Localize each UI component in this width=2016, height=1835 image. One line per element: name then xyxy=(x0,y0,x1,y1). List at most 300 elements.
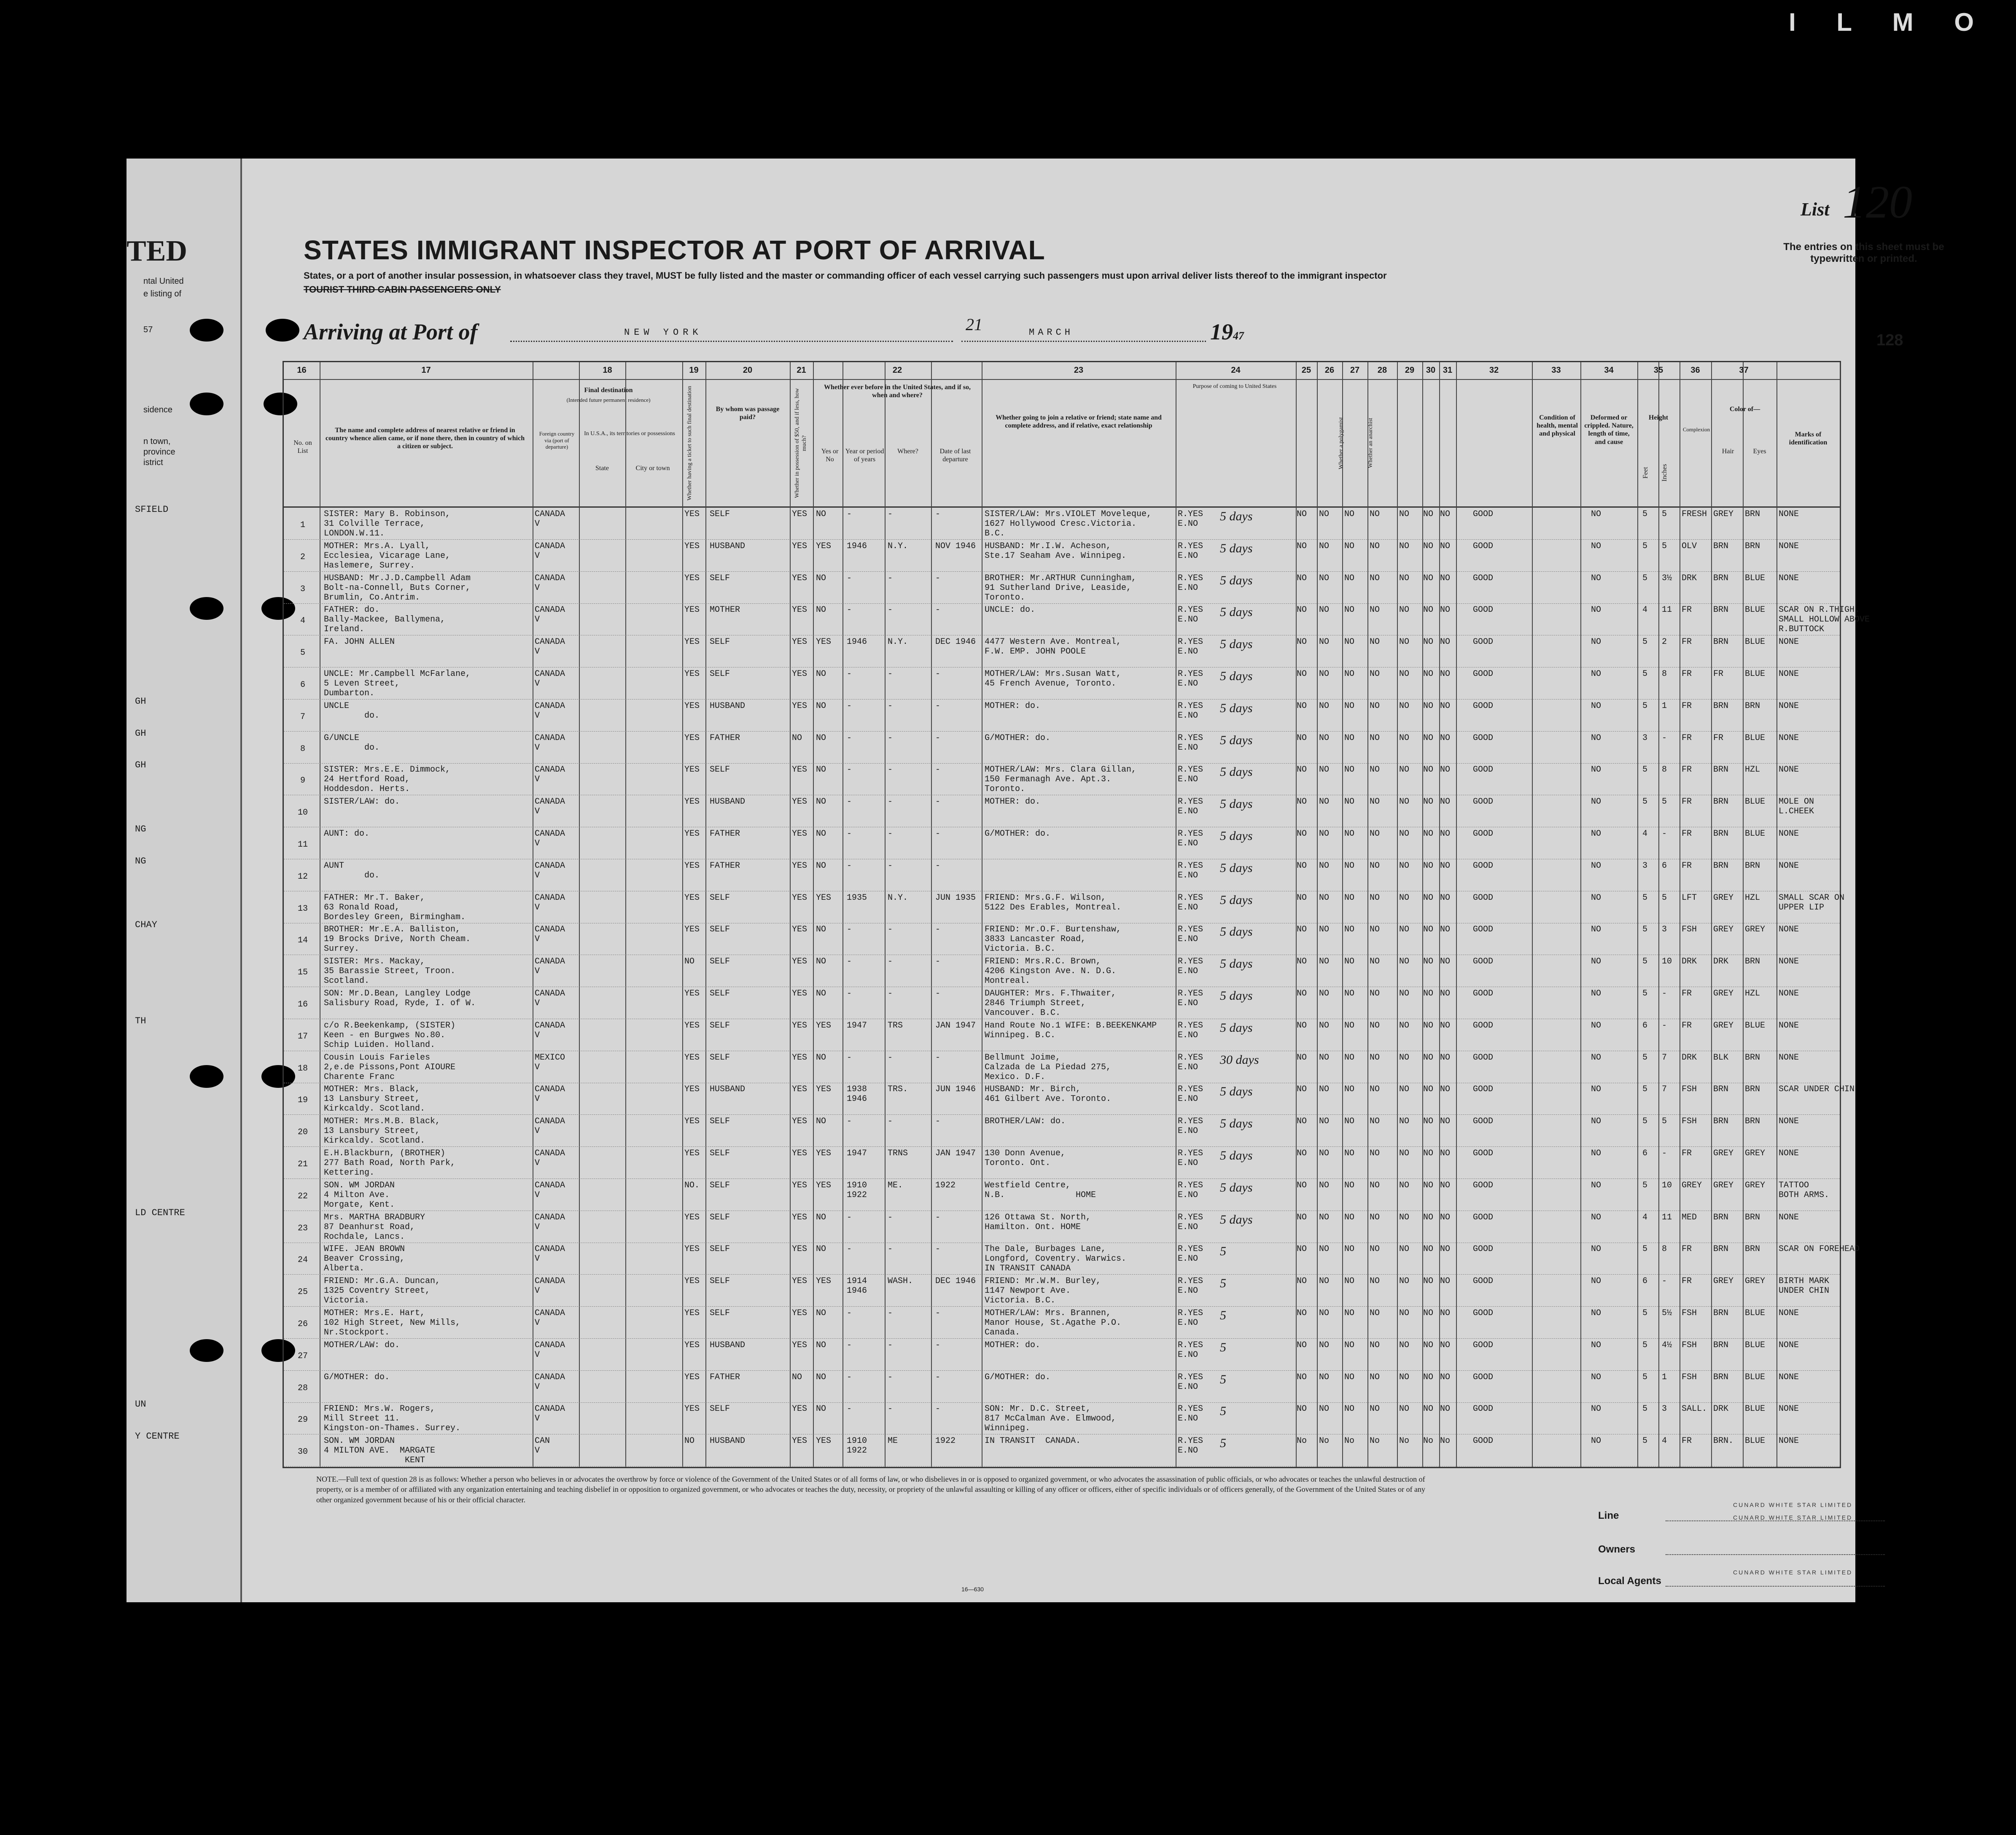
cell-condition: GOOD xyxy=(1473,1276,1494,1286)
cell-money: YES xyxy=(792,1340,807,1350)
cell-years: - xyxy=(847,1212,852,1222)
cell-q25: NO xyxy=(1297,797,1307,807)
cell-q29: NO xyxy=(1399,733,1410,743)
cell-where: - xyxy=(888,605,893,615)
cell-foreign-country: CANADA V xyxy=(535,925,565,944)
cell-joining-relative: MOTHER: do. xyxy=(985,701,1041,711)
cell-purpose: R.YES E.NO xyxy=(1178,1372,1203,1392)
cell-money: YES xyxy=(792,701,807,711)
strip-row-mark: CHAY xyxy=(135,920,157,931)
cell-condition: GOOD xyxy=(1473,765,1494,775)
cell-length-of-stay: 5 xyxy=(1220,1372,1226,1386)
cell-height-inches: - xyxy=(1662,733,1667,743)
cell-complexion: GREY xyxy=(1682,1180,1702,1190)
cell-years: - xyxy=(847,1244,852,1254)
cell-last-departure: - xyxy=(935,1340,941,1350)
cell-height-inches: 1 xyxy=(1662,701,1667,711)
cell-ever-in-us: YES xyxy=(816,1436,832,1446)
list-number: 120 xyxy=(1843,176,1912,228)
cell-hair-color: DRK xyxy=(1713,1404,1729,1414)
cell-row-number: 27 xyxy=(297,1351,308,1361)
cell-money: YES xyxy=(792,509,807,519)
cell-row-number: 15 xyxy=(297,968,308,978)
dotted-line xyxy=(961,341,1206,342)
cell-q25: NO xyxy=(1297,1149,1307,1158)
cell-where: - xyxy=(888,1052,893,1063)
cell-q30: NO xyxy=(1423,893,1434,903)
cell-q25: NO xyxy=(1297,701,1307,711)
cell-complexion: FR xyxy=(1682,733,1692,743)
cell-eye-color: BLUE xyxy=(1745,605,1766,615)
cell-years: - xyxy=(847,669,852,679)
cell-passage-paid: SELF xyxy=(710,765,730,775)
cell-last-departure: - xyxy=(935,1308,941,1318)
cell-complexion: FSH xyxy=(1682,1308,1697,1318)
cell-last-departure: - xyxy=(935,1212,941,1222)
cell-passage-paid: SELF xyxy=(710,509,730,519)
cell-q31: NO xyxy=(1440,1404,1451,1414)
cell-length-of-stay: 5 days xyxy=(1220,573,1253,587)
cell-length-of-stay: 5 xyxy=(1220,1276,1226,1291)
cell-height-feet: 5 xyxy=(1642,637,1648,647)
manifest-main xyxy=(249,159,1944,1602)
cell-ever-in-us: NO xyxy=(816,989,826,998)
cell-q28: NO xyxy=(1370,1372,1380,1382)
strip-residence-head: n town, xyxy=(143,437,171,446)
cell-last-departure: JAN 1947 xyxy=(935,1149,976,1158)
cell-last-departure: JUN 1935 xyxy=(935,893,976,903)
cell-last-departure: 1922 xyxy=(935,1436,956,1446)
cell-where: ME xyxy=(888,1436,898,1446)
punch-hole xyxy=(190,1065,223,1088)
cell-foreign-country: CANADA V xyxy=(535,797,565,817)
cell-q28: NO xyxy=(1370,1276,1380,1286)
cell-eye-color: BLUE xyxy=(1745,637,1766,647)
cell-identification-marks: NONE xyxy=(1779,1308,1799,1318)
table-row xyxy=(284,508,1840,540)
cell-identification-marks: NONE xyxy=(1779,1149,1799,1158)
cell-passage-paid: SELF xyxy=(710,1404,730,1414)
cell-q30: NO xyxy=(1423,1372,1434,1382)
cell-where: TRS. xyxy=(888,1084,908,1095)
cell-q25: NO xyxy=(1297,957,1307,967)
cell-q31: NO xyxy=(1440,1149,1451,1158)
cell-last-departure: - xyxy=(935,765,941,775)
cell-deformed: NO xyxy=(1591,1020,1601,1031)
cell-q26: NO xyxy=(1319,797,1330,807)
cell-deformed: NO xyxy=(1591,765,1601,775)
cell-q30: NO xyxy=(1423,1404,1434,1414)
cell-length-of-stay: 5 days xyxy=(1220,765,1253,779)
cell-q30: NO xyxy=(1423,509,1434,519)
header-nearest-relative: The name and complete address of nearest relative or friend in country whence alien came, or if none there, then in country of which a citizen or subject. xyxy=(325,427,525,450)
cell-complexion: FR xyxy=(1682,1149,1692,1158)
cell-ever-in-us: NO xyxy=(816,669,826,679)
cell-ever-in-us: NO xyxy=(816,1212,826,1222)
cell-condition: GOOD xyxy=(1473,509,1494,519)
cell-q26: NO xyxy=(1319,637,1330,647)
table-row xyxy=(284,732,1840,764)
cell-q25: NO xyxy=(1297,1244,1307,1254)
cell-money: YES xyxy=(792,1149,807,1158)
cell-q31: NO xyxy=(1440,573,1451,583)
cell-identification-marks: NONE xyxy=(1779,1052,1799,1063)
cell-q30: NO xyxy=(1423,1149,1434,1158)
cell-hair-color: GREY xyxy=(1713,1149,1734,1158)
cell-row-number: 24 xyxy=(297,1255,308,1265)
cell-ticket: YES xyxy=(684,829,700,839)
column-number: 28 xyxy=(1377,366,1387,375)
cell-foreign-country: CANADA V xyxy=(535,541,565,561)
cell-relative-address: MOTHER: Mrs.E. Hart, 102 High Street, New Mills, Nr.Stockport. xyxy=(324,1308,461,1337)
cell-q28: NO xyxy=(1370,1212,1380,1222)
cell-relative-address: FRIEND: Mrs.W. Rogers, Mill Street 11. Kingston-on-Thames. Surrey. xyxy=(324,1404,461,1434)
cell-ticket: YES xyxy=(684,765,700,775)
cell-relative-address: AUNT: do. xyxy=(324,829,370,839)
cell-identification-marks: NONE xyxy=(1779,573,1799,583)
cell-deformed: NO xyxy=(1591,541,1601,551)
strip-row-mark: UN xyxy=(135,1399,146,1410)
cell-q28: NO xyxy=(1370,861,1380,871)
cell-q28: NO xyxy=(1370,1149,1380,1158)
cell-complexion: LFT xyxy=(1682,893,1697,903)
cell-relative-address: MOTHER: Mrs.M.B. Black, 13 Lansbury Street, Kirkcaldy. Scotland. xyxy=(324,1117,441,1146)
cell-foreign-country: CANADA V xyxy=(535,765,565,785)
cell-height-inches: 8 xyxy=(1662,669,1667,679)
cell-money: YES xyxy=(792,1084,807,1095)
cell-passage-paid: HUSBAND xyxy=(710,1436,746,1446)
cell-money: YES xyxy=(792,1276,807,1286)
cell-deformed: NO xyxy=(1591,925,1601,935)
cell-q31: NO xyxy=(1440,1117,1451,1127)
column-number: 25 xyxy=(1301,366,1311,375)
cell-joining-relative: BROTHER: Mr.ARTHUR Cunningham, 91 Sutherland Drive, Leaside, Toronto. xyxy=(985,573,1137,603)
cell-q25: No xyxy=(1297,1436,1307,1446)
cell-row-number: 1 xyxy=(300,520,305,530)
cell-last-departure: - xyxy=(935,989,941,998)
cell-joining-relative: MOTHER: do. xyxy=(985,1340,1041,1350)
cell-height-feet: 5 xyxy=(1642,1084,1648,1095)
cell-length-of-stay: 5 days xyxy=(1220,669,1253,683)
punch-hole xyxy=(190,1339,223,1362)
cell-q25: NO xyxy=(1297,541,1307,551)
cell-ever-in-us: NO xyxy=(816,797,826,807)
cell-length-of-stay: 5 days xyxy=(1220,797,1253,811)
cell-ever-in-us: YES xyxy=(816,1020,832,1031)
cell-passage-paid: SELF xyxy=(710,925,730,935)
cell-length-of-stay: 5 days xyxy=(1220,541,1253,555)
cell-deformed: NO xyxy=(1591,989,1601,998)
cell-q30: NO xyxy=(1423,669,1434,679)
cell-relative-address: FRIEND: Mr.G.A. Duncan, 1325 Coventry Street, Victoria. xyxy=(324,1276,441,1306)
cell-years: 1946 xyxy=(847,541,867,551)
cell-q25: NO xyxy=(1297,1404,1307,1414)
film-corner-mark: I L M O xyxy=(1789,8,1991,36)
cell-money: YES xyxy=(792,1308,807,1318)
cell-identification-marks: NONE xyxy=(1779,669,1799,679)
cell-purpose: R.YES E.NO xyxy=(1178,925,1203,944)
cell-row-number: 14 xyxy=(297,936,308,946)
cell-q27: NO xyxy=(1344,1117,1355,1127)
cell-eye-color: BRN xyxy=(1745,509,1760,519)
cell-q30: NO xyxy=(1423,541,1434,551)
cell-q29: NO xyxy=(1399,605,1410,615)
cell-q30: NO xyxy=(1423,1052,1434,1063)
cell-hair-color: BRN xyxy=(1713,573,1729,583)
cell-ticket: YES xyxy=(684,733,700,743)
cell-deformed: NO xyxy=(1591,701,1601,711)
cell-q25: NO xyxy=(1297,1084,1307,1095)
cell-condition: GOOD xyxy=(1473,1404,1494,1414)
page-number: 128 xyxy=(1876,331,1903,349)
cell-hair-color: GREY xyxy=(1713,1180,1734,1190)
cell-where: - xyxy=(888,509,893,519)
cell-years: - xyxy=(847,701,852,711)
cell-complexion: FSH xyxy=(1682,1084,1697,1095)
table-row xyxy=(284,923,1840,955)
strip-line: e listing of xyxy=(143,289,182,299)
cell-deformed: NO xyxy=(1591,669,1601,679)
cell-length-of-stay: 5 days xyxy=(1220,1117,1253,1131)
cell-height-inches: 5 xyxy=(1662,893,1667,903)
cell-height-feet: 5 xyxy=(1642,797,1648,807)
cell-q28: NO xyxy=(1370,765,1380,775)
cell-eye-color: BLUE xyxy=(1745,733,1766,743)
cell-length-of-stay: 5 days xyxy=(1220,637,1253,651)
cell-q27: NO xyxy=(1344,829,1355,839)
cell-condition: GOOD xyxy=(1473,1340,1494,1350)
header-joining: Whether going to join a relative or friend; state name and complete address, and if relative, exact relationship xyxy=(996,414,1162,430)
cell-passage-paid: HUSBAND xyxy=(710,797,746,807)
agents-label: Local Agents xyxy=(1598,1575,1661,1587)
cell-q27: NO xyxy=(1344,541,1355,551)
cell-identification-marks: NONE xyxy=(1779,541,1799,551)
cell-q26: NO xyxy=(1319,957,1330,967)
cell-length-of-stay: 5 days xyxy=(1220,1149,1253,1162)
cell-passage-paid: FATHER xyxy=(710,733,740,743)
cell-where: - xyxy=(888,573,893,583)
cell-q31: NO xyxy=(1440,829,1451,839)
cell-where: WASH. xyxy=(888,1276,913,1286)
cell-complexion: DRK xyxy=(1682,1052,1697,1063)
cell-q25: NO xyxy=(1297,765,1307,775)
punch-hole xyxy=(190,319,223,342)
cell-q30: NO xyxy=(1423,765,1434,775)
cell-condition: GOOD xyxy=(1473,605,1494,615)
cell-joining-relative: Westfield Centre, N.B. HOME xyxy=(985,1180,1096,1200)
cell-height-feet: 5 xyxy=(1642,1180,1648,1190)
cell-passage-paid: FATHER xyxy=(710,829,740,839)
cell-deformed: NO xyxy=(1591,573,1601,583)
cell-relative-address: SISTER: Mrs.E.E. Dimmock, 24 Hertford Road, Hoddesdon. Herts. xyxy=(324,765,451,794)
table-row xyxy=(284,827,1840,859)
cell-q26: NO xyxy=(1319,1404,1330,1414)
agents-stamp: CUNARD WHITE STAR LIMITED xyxy=(1733,1569,1853,1576)
cell-where: - xyxy=(888,861,893,871)
table-row xyxy=(284,891,1845,923)
cell-purpose: R.YES E.NO xyxy=(1178,989,1203,1008)
cell-complexion: SALL. xyxy=(1682,1404,1707,1414)
cell-joining-relative: BROTHER/LAW: do. xyxy=(985,1117,1066,1127)
cell-deformed: NO xyxy=(1591,797,1601,807)
cell-identification-marks: NONE xyxy=(1779,637,1799,647)
arrival-year: 1947 xyxy=(1210,319,1244,344)
cell-condition: GOOD xyxy=(1473,1372,1494,1382)
cell-q30: NO xyxy=(1423,1244,1434,1254)
cell-q26: NO xyxy=(1319,893,1330,903)
cell-hair-color: FR xyxy=(1713,733,1724,743)
cell-q28: NO xyxy=(1370,733,1380,743)
cell-q28: NO xyxy=(1370,1308,1380,1318)
cell-identification-marks: NONE xyxy=(1779,1340,1799,1350)
cell-joining-relative: FRIEND: Mr.O.F. Burtenshaw, 3833 Lancaster Road, Victoria. B.C. xyxy=(985,925,1122,954)
cell-purpose: R.YES E.NO xyxy=(1178,669,1203,689)
cell-q26: NO xyxy=(1319,829,1330,839)
cell-foreign-country: CANADA V xyxy=(535,605,565,625)
cell-foreign-country: CANADA V xyxy=(535,1372,565,1392)
cell-foreign-country: CANADA V xyxy=(535,1084,565,1104)
cell-years: 1946 xyxy=(847,637,867,647)
cell-eye-color: BRN xyxy=(1745,541,1760,551)
cell-height-feet: 6 xyxy=(1642,1020,1648,1031)
cell-purpose: R.YES E.NO xyxy=(1178,1020,1203,1040)
cell-q29: NO xyxy=(1399,829,1410,839)
strip-row-mark: NG xyxy=(135,824,146,834)
cell-years: - xyxy=(847,797,852,807)
cell-ever-in-us: NO xyxy=(816,765,826,775)
cell-height-feet: 5 xyxy=(1642,1372,1648,1382)
strip-row-mark: GH xyxy=(135,760,146,771)
cell-ever-in-us: NO xyxy=(816,509,826,519)
column-number: 17 xyxy=(421,366,431,375)
cell-identification-marks: NONE xyxy=(1779,829,1799,839)
column-number: 32 xyxy=(1489,366,1499,375)
column-number: 34 xyxy=(1604,366,1614,375)
cell-q28: NO xyxy=(1370,829,1380,839)
cell-relative-address: c/o R.Beekenkamp, (SISTER) Keen - en Burgwes No.80. Schip Luiden. Holland. xyxy=(324,1020,456,1050)
cell-passage-paid: SELF xyxy=(710,957,730,967)
cell-joining-relative: DAUGHTER: Mrs. F.Thwaiter, 2846 Triumph Street, Vancouver. B.C. xyxy=(985,989,1117,1018)
cell-identification-marks: NONE xyxy=(1779,733,1799,743)
cell-deformed: NO xyxy=(1591,1340,1601,1350)
cell-years: - xyxy=(847,573,852,583)
line-label: Line xyxy=(1598,1510,1619,1521)
header-deformed: Deformed or crippled. Nature, length of time, and cause xyxy=(1584,414,1634,446)
cell-passage-paid: HUSBAND xyxy=(710,541,746,551)
cell-q31: NO xyxy=(1440,605,1451,615)
cell-ticket: NO. xyxy=(684,1180,700,1190)
header-state: State xyxy=(595,465,609,472)
cell-purpose: R.YES E.NO xyxy=(1178,509,1203,529)
cell-relative-address: FA. JOHN ALLEN xyxy=(324,637,395,647)
cell-foreign-country: CANADA V xyxy=(535,1149,565,1168)
cell-q27: NO xyxy=(1344,1308,1355,1318)
cell-complexion: FR xyxy=(1682,861,1692,871)
cell-years: - xyxy=(847,1372,852,1382)
cell-q27: NO xyxy=(1344,989,1355,998)
cell-identification-marks: NONE xyxy=(1779,957,1799,967)
cell-joining-relative: 4477 Western Ave. Montreal, F.W. EMP. JOHN POOLE xyxy=(985,637,1122,657)
cell-deformed: NO xyxy=(1591,1149,1601,1158)
cell-where: N.Y. xyxy=(888,893,908,903)
cell-foreign-country: CANADA V xyxy=(535,733,565,753)
cell-joining-relative: MOTHER/LAW: Mrs. Brannen, Manor House, St.Agathe P.O. Canada. xyxy=(985,1308,1122,1337)
header-final-destination-note: (Intended future permanent residence) xyxy=(566,397,651,403)
cell-hair-color: GREY xyxy=(1713,1276,1734,1286)
cell-q26: NO xyxy=(1319,1149,1330,1158)
table-row xyxy=(284,795,1840,827)
cell-q31: NO xyxy=(1440,1276,1451,1286)
cell-joining-relative: IN TRANSIT CANADA. xyxy=(985,1436,1081,1446)
cell-row-number: 16 xyxy=(297,1000,308,1009)
cell-row-number: 7 xyxy=(300,712,305,722)
cell-identification-marks: NONE xyxy=(1779,1117,1799,1127)
cell-ticket: YES xyxy=(684,1212,700,1222)
strip-line: ntal United xyxy=(143,277,184,286)
cell-q29: NO xyxy=(1399,573,1410,583)
cell-complexion: FR xyxy=(1682,829,1692,839)
cell-relative-address: G/MOTHER: do. xyxy=(324,1372,390,1382)
cell-money: YES xyxy=(792,797,807,807)
cell-q31: NO xyxy=(1440,893,1451,903)
cell-q31: NO xyxy=(1440,989,1451,998)
cell-condition: GOOD xyxy=(1473,1308,1494,1318)
cell-q26: NO xyxy=(1319,1212,1330,1222)
cell-q26: NO xyxy=(1319,1340,1330,1350)
cell-eye-color: GREY xyxy=(1745,1149,1766,1158)
cell-identification-marks: SCAR ON FOREHEAD xyxy=(1779,1244,1860,1254)
cell-condition: GOOD xyxy=(1473,797,1494,807)
cell-q29: No xyxy=(1399,1436,1410,1446)
cell-length-of-stay: 5 days xyxy=(1220,989,1253,1003)
cell-row-number: 2 xyxy=(300,552,305,562)
cell-ticket: YES xyxy=(684,1308,700,1318)
table-row xyxy=(284,987,1840,1019)
cell-deformed: NO xyxy=(1591,1436,1601,1446)
cell-years: - xyxy=(847,1052,852,1063)
cell-eye-color: BRN xyxy=(1745,701,1760,711)
cell-length-of-stay: 5 xyxy=(1220,1308,1226,1322)
cell-eye-color: BRN xyxy=(1745,1244,1760,1254)
cell-ticket: YES xyxy=(684,1052,700,1063)
cell-ticket: YES xyxy=(684,1117,700,1127)
cell-condition: GOOD xyxy=(1473,701,1494,711)
cell-height-inches: 1 xyxy=(1662,1372,1667,1382)
cell-height-inches: 5 xyxy=(1662,797,1667,807)
cell-years: - xyxy=(847,829,852,839)
cell-complexion: DRK xyxy=(1682,957,1697,967)
cell-hair-color: BRN xyxy=(1713,1244,1729,1254)
cell-relative-address: SON. WM JORDAN 4 Milton Ave. Morgate, Kent. xyxy=(324,1180,395,1210)
cell-q25: NO xyxy=(1297,1276,1307,1286)
cell-money: YES xyxy=(792,637,807,647)
cell-q30: NO xyxy=(1423,861,1434,871)
cell-hair-color: GREY xyxy=(1713,989,1734,998)
cell-eye-color: GREY xyxy=(1745,1180,1766,1190)
cell-complexion: MED xyxy=(1682,1212,1697,1222)
header-eyes: Eyes xyxy=(1753,448,1766,455)
cell-row-number: 17 xyxy=(297,1031,308,1041)
cell-length-of-stay: 5 days xyxy=(1220,893,1253,907)
cell-passage-paid: SELF xyxy=(710,1149,730,1158)
column-number: 20 xyxy=(743,366,753,375)
cell-ever-in-us: NO xyxy=(816,1372,826,1382)
table-row xyxy=(284,1211,1840,1243)
cell-relative-address: HUSBAND: Mr.J.D.Campbell Adam Bolt-na-Connell, Buts Corner, Brumlin, Co.Antrim. xyxy=(324,573,471,603)
cell-q29: NO xyxy=(1399,765,1410,775)
cell-years: - xyxy=(847,989,852,998)
cell-identification-marks: TATTOO BOTH ARMS. xyxy=(1779,1180,1830,1200)
